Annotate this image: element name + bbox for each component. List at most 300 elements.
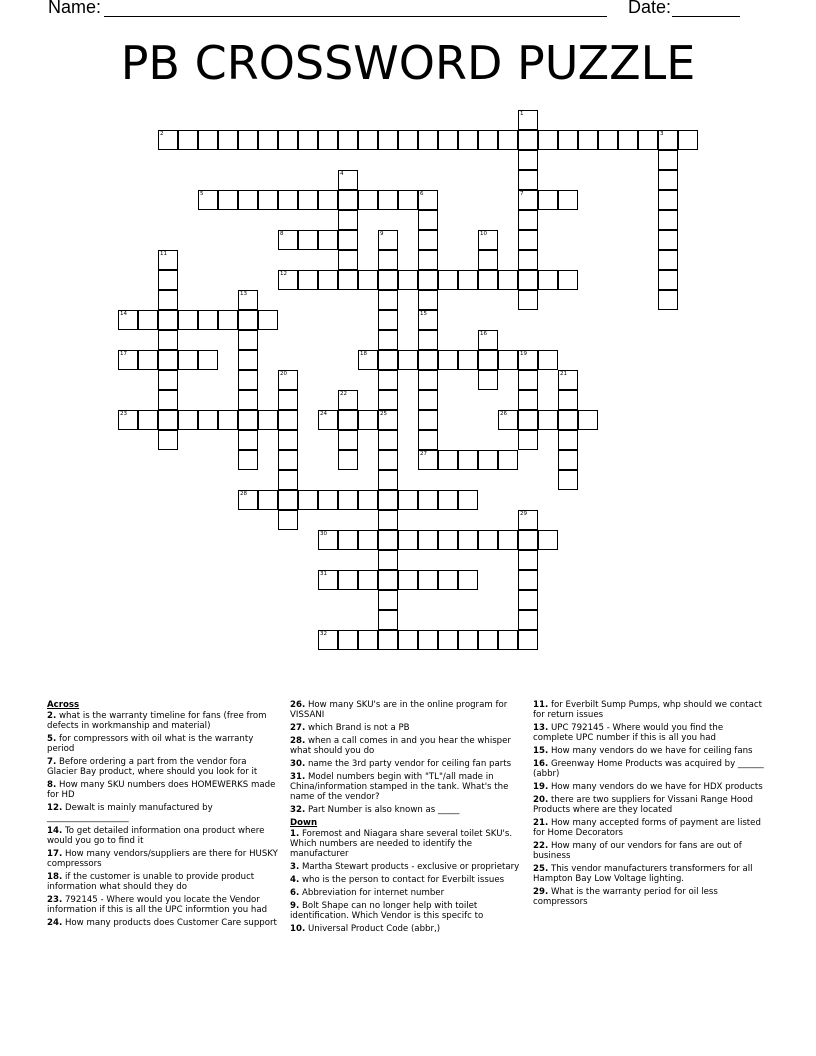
grid-cell[interactable] [218,410,238,430]
grid-cell[interactable] [378,290,398,310]
grid-cell[interactable] [618,130,638,150]
date-underline[interactable] [672,16,740,17]
clue-number: 1. [290,829,300,839]
grid-cell[interactable] [338,430,358,450]
grid-cell[interactable] [518,510,538,530]
grid-cell[interactable] [378,270,398,290]
date-label: Date: [628,0,672,17]
clue-text: Bolt Shape can no longer help with toilet identification. Which Vendor is this specifc to [290,901,484,921]
grid-cell[interactable] [278,390,298,410]
clue-number: 12 [280,271,287,277]
grid-cell[interactable] [378,350,398,370]
section-heading: Down [290,818,318,828]
grid-cell[interactable] [358,130,378,150]
grid-cell[interactable] [378,630,398,650]
grid-cell[interactable] [238,330,258,350]
name-underline[interactable] [104,16,607,17]
grid-cell[interactable] [318,490,338,510]
clue-text: what is the warranty timeline for fans (free from defects in workmanship and material) [47,711,267,731]
grid-cell[interactable] [518,270,538,290]
grid-cell[interactable] [538,130,558,150]
grid-cell[interactable] [158,310,178,330]
grid-cell[interactable] [478,270,498,290]
grid-cell[interactable] [398,570,418,590]
grid-cell[interactable] [418,490,438,510]
grid-cell[interactable] [458,570,478,590]
grid-cell[interactable] [458,490,478,510]
grid-cell[interactable] [538,350,558,370]
grid-cell[interactable] [358,410,378,430]
grid-cell[interactable] [238,410,258,430]
clue-number: 4. [290,875,300,885]
clue-number: 15. [533,746,549,756]
grid-cell[interactable] [518,630,538,650]
grid-cell[interactable] [378,230,398,250]
grid-cell[interactable] [558,130,578,150]
grid-cell[interactable] [658,250,678,270]
grid-cell[interactable] [378,490,398,510]
grid-cell[interactable] [518,410,538,430]
grid-cell[interactable] [178,310,198,330]
grid-cell[interactable] [518,170,538,190]
grid-cell[interactable] [438,450,458,470]
grid-cell[interactable] [278,410,298,430]
grid-cell[interactable] [478,250,498,270]
grid-cell[interactable] [418,310,438,330]
grid-cell[interactable] [478,230,498,250]
grid-cell[interactable] [318,530,338,550]
grid-cell[interactable] [238,290,258,310]
grid-cell[interactable] [518,130,538,150]
grid-cell[interactable] [358,570,378,590]
grid-cell[interactable] [498,270,518,290]
grid-cell[interactable] [158,370,178,390]
clue-text: Dewalt is mainly manufactured by ___________________ [47,803,213,823]
grid-cell[interactable] [478,350,498,370]
grid-cell[interactable] [658,270,678,290]
grid-cell[interactable] [418,190,438,210]
grid-cell[interactable] [378,570,398,590]
grid-cell[interactable] [438,490,458,510]
clue-number: 18 [360,351,367,357]
grid-cell[interactable] [378,190,398,210]
grid-cell[interactable] [298,190,318,210]
clue-item [533,818,765,838]
clue-text: Martha Stewart products - exclusive or proprietary [299,862,520,872]
clue-number: 19. [533,782,549,792]
clue-item [290,924,522,934]
grid-cell[interactable] [378,330,398,350]
clue-item [290,700,522,720]
grid-cell[interactable] [238,450,258,470]
grid-cell[interactable] [518,390,538,410]
grid-cell[interactable] [238,490,258,510]
grid-cell[interactable] [198,410,218,430]
grid-cell[interactable] [378,530,398,550]
grid-cell[interactable] [578,410,598,430]
grid-cell[interactable] [318,270,338,290]
grid-cell[interactable] [558,470,578,490]
grid-cell[interactable] [438,130,458,150]
grid-cell[interactable] [378,510,398,530]
grid-cell[interactable] [438,630,458,650]
grid-cell[interactable] [178,410,198,430]
grid-cell[interactable] [338,170,358,190]
clue-number: 31. [290,772,306,782]
clue-text: How many products does Customer Care support [62,918,277,928]
grid-cell[interactable] [598,130,618,150]
grid-cell[interactable] [418,530,438,550]
grid-cell[interactable] [338,130,358,150]
grid-cell[interactable] [418,630,438,650]
grid-cell[interactable] [118,310,138,330]
grid-cell[interactable] [278,130,298,150]
grid-cell[interactable] [398,490,418,510]
grid-cell[interactable] [338,410,358,430]
grid-cell[interactable] [558,450,578,470]
grid-cell[interactable] [318,410,338,430]
grid-cell[interactable] [138,350,158,370]
clue-item [47,895,279,915]
grid-cell[interactable] [518,110,538,130]
grid-cell[interactable] [218,190,238,210]
grid-cell[interactable] [338,490,358,510]
grid-cell[interactable] [658,210,678,230]
section-heading: Across [47,700,80,710]
grid-cell[interactable] [278,230,298,250]
grid-cell[interactable] [278,270,298,290]
grid-cell[interactable] [498,350,518,370]
grid-cell[interactable] [338,230,358,250]
grid-cell[interactable] [378,130,398,150]
grid-cell[interactable] [398,350,418,370]
clue-number: 17. [47,849,63,859]
grid-cell[interactable] [258,490,278,510]
grid-cell[interactable] [318,130,338,150]
grid-cell[interactable] [158,290,178,310]
grid-cell[interactable] [418,270,438,290]
grid-cell[interactable] [658,170,678,190]
clue-number: 16 [480,331,487,337]
grid-cell[interactable] [518,610,538,630]
grid-cell[interactable] [478,130,498,150]
grid-cell[interactable] [518,350,538,370]
grid-cell[interactable] [458,270,478,290]
grid-cell[interactable] [418,390,438,410]
grid-cell[interactable] [318,190,338,210]
grid-cell[interactable] [658,130,678,150]
grid-cell[interactable] [418,130,438,150]
grid-cell[interactable] [138,310,158,330]
clue-number: 10. [290,924,306,934]
grid-cell[interactable] [378,390,398,410]
grid-cell[interactable] [518,150,538,170]
grid-cell[interactable] [378,250,398,270]
grid-cell[interactable] [338,270,358,290]
grid-cell[interactable] [178,350,198,370]
grid-cell[interactable] [398,190,418,210]
grid-cell[interactable] [478,450,498,470]
grid-cell[interactable] [358,190,378,210]
clue-text: which Brand is not a PB [305,723,410,733]
grid-cell[interactable] [278,190,298,210]
grid-cell[interactable] [498,530,518,550]
clue-text: How many SKU's are in the online program for VISSANI [290,700,508,720]
clue-text: who is the person to contact for Everbilt issues [299,875,505,885]
grid-cell[interactable] [518,570,538,590]
grid-cell[interactable] [658,230,678,250]
grid-cell[interactable] [278,510,298,530]
grid-cell[interactable] [458,530,478,550]
grid-cell[interactable] [578,130,598,150]
clue-number: 13 [240,291,247,297]
grid-cell[interactable] [158,270,178,290]
clue-text: Part Number is also known as _____ [305,805,460,815]
grid-cell[interactable] [538,190,558,210]
grid-cell[interactable] [518,190,538,210]
grid-cell[interactable] [238,190,258,210]
grid-cell[interactable] [338,210,358,230]
clue-number: 5. [47,734,57,744]
grid-cell[interactable] [158,410,178,430]
clue-number: 22 [340,391,347,397]
grid-cell[interactable] [498,130,518,150]
grid-cell[interactable] [418,410,438,430]
grid-cell[interactable] [378,310,398,330]
grid-cell[interactable] [338,570,358,590]
clue-number: 26. [290,700,306,710]
clue-text: How many accepted forms of payment are listed for Home Decorators [533,818,761,838]
grid-cell[interactable] [358,530,378,550]
grid-cell[interactable] [158,330,178,350]
grid-cell[interactable] [378,590,398,610]
clue-number: 11. [533,700,549,710]
grid-cell[interactable] [558,390,578,410]
grid-cell[interactable] [478,330,498,350]
grid-cell[interactable] [418,230,438,250]
grid-cell[interactable] [118,350,138,370]
grid-cell[interactable] [458,130,478,150]
grid-cell[interactable] [338,190,358,210]
grid-cell[interactable] [378,450,398,470]
grid-cell[interactable] [298,130,318,150]
grid-cell[interactable] [358,630,378,650]
grid-cell[interactable] [398,130,418,150]
grid-cell[interactable] [418,330,438,350]
clue-text: if the customer is unable to provide product information what should they do [47,872,255,892]
clue-number: 6. [290,888,300,898]
grid-cell[interactable] [138,410,158,430]
clue-number: 30. [290,759,306,769]
grid-cell[interactable] [338,530,358,550]
grid-cell[interactable] [418,570,438,590]
grid-cell[interactable] [398,270,418,290]
grid-cell[interactable] [418,370,438,390]
grid-cell[interactable] [398,630,418,650]
grid-cell[interactable] [658,290,678,310]
grid-cell[interactable] [478,630,498,650]
grid-cell[interactable] [258,310,278,330]
grid-cell[interactable] [298,490,318,510]
grid-cell[interactable] [338,630,358,650]
clue-item [290,723,522,733]
grid-cell[interactable] [518,530,538,550]
grid-cell[interactable] [338,450,358,470]
grid-cell[interactable] [538,410,558,430]
grid-cell[interactable] [318,630,338,650]
grid-cell[interactable] [538,530,558,550]
page-title: PB CROSSWORD PUZZLE [120,36,696,90]
grid-cell[interactable] [198,310,218,330]
clue-number: 10 [480,231,487,237]
clue-item [533,841,765,861]
grid-cell[interactable] [518,430,538,450]
grid-cell[interactable] [558,270,578,290]
grid-cell[interactable] [538,270,558,290]
clue-item [290,805,522,815]
grid-cell[interactable] [518,250,538,270]
grid-cell[interactable] [518,290,538,310]
grid-cell[interactable] [118,410,138,430]
grid-cell[interactable] [358,350,378,370]
grid-cell[interactable] [438,270,458,290]
clue-number: 18. [47,872,63,882]
grid-cell[interactable] [458,450,478,470]
grid-cell[interactable] [378,370,398,390]
grid-cell[interactable] [558,410,578,430]
grid-cell[interactable] [278,490,298,510]
clue-number: 23 [120,411,127,417]
grid-cell[interactable] [418,250,438,270]
clue-item [533,700,765,720]
clue-number: 14 [120,311,127,317]
clues-column-1 [47,700,279,931]
clue-number: 11 [160,251,167,257]
grid-cell[interactable] [198,350,218,370]
grid-cell[interactable] [378,610,398,630]
clue-number: 28 [240,491,247,497]
grid-cell[interactable] [518,550,538,570]
grid-cell[interactable] [678,130,698,150]
grid-cell[interactable] [638,130,658,150]
grid-cell[interactable] [278,470,298,490]
grid-cell[interactable] [278,370,298,390]
clue-number: 2. [47,711,57,721]
clue-text: Abbreviation for internet number [299,888,445,898]
grid-cell[interactable] [278,450,298,470]
grid-cell[interactable] [298,270,318,290]
grid-cell[interactable] [478,370,498,390]
grid-cell[interactable] [158,130,178,150]
grid-cell[interactable] [498,630,518,650]
clue-item [47,872,279,892]
clue-text: Model numbers begin with "TL"/all made in China/information stamped in the tank. What's the name of the vendor? [290,772,509,802]
clue-number: 1 [520,111,524,117]
grid-cell[interactable] [338,250,358,270]
grid-cell[interactable] [558,370,578,390]
grid-cell[interactable] [158,250,178,270]
clue-number: 25 [380,411,387,417]
grid-cell[interactable] [158,390,178,410]
grid-cell[interactable] [258,130,278,150]
clue-number: 32 [320,631,327,637]
grid-cell[interactable] [418,290,438,310]
grid-cell[interactable] [158,430,178,450]
clue-item [47,711,279,731]
grid-cell[interactable] [238,370,258,390]
grid-cell[interactable] [518,590,538,610]
grid-cell[interactable] [438,570,458,590]
grid-cell[interactable] [238,430,258,450]
grid-cell[interactable] [418,210,438,230]
grid-cell[interactable] [558,190,578,210]
grid-cell[interactable] [458,350,478,370]
clue-text: How many vendors do we have for HDX products [548,782,763,792]
grid-cell[interactable] [658,150,678,170]
grid-cell[interactable] [238,350,258,370]
clue-item [290,736,522,756]
grid-cell[interactable] [178,130,198,150]
grid-cell[interactable] [198,130,218,150]
grid-cell[interactable] [218,310,238,330]
grid-cell[interactable] [278,430,298,450]
grid-cell[interactable] [518,370,538,390]
grid-cell[interactable] [518,210,538,230]
grid-cell[interactable] [478,530,498,550]
grid-cell[interactable] [238,310,258,330]
grid-cell[interactable] [378,550,398,570]
grid-cell[interactable] [438,350,458,370]
clue-number: 31 [320,571,327,577]
grid-cell[interactable] [558,430,578,450]
grid-cell[interactable] [318,570,338,590]
grid-cell[interactable] [658,190,678,210]
grid-cell[interactable] [258,410,278,430]
clue-item [47,826,279,846]
grid-cell[interactable] [298,230,318,250]
clues-column-3 [533,700,765,910]
grid-cell[interactable] [158,350,178,370]
grid-cell[interactable] [418,450,438,470]
grid-cell[interactable] [378,410,398,430]
clue-item [290,901,522,921]
grid-cell[interactable] [238,130,258,150]
grid-cell[interactable] [458,630,478,650]
grid-cell[interactable] [358,270,378,290]
clue-text: when a call comes in and you hear the whisper what should you do [290,736,511,756]
grid-cell[interactable] [518,230,538,250]
grid-cell[interactable] [498,410,518,430]
grid-cell[interactable] [338,390,358,410]
clue-item [533,887,765,907]
grid-cell[interactable] [418,350,438,370]
clue-number: 8 [280,231,284,237]
grid-cell[interactable] [238,390,258,410]
grid-cell[interactable] [258,190,278,210]
clue-text: Before ordering a part from the vendor fora Glacier Bay product, where should you look for it [47,757,258,777]
grid-cell[interactable] [198,190,218,210]
grid-cell[interactable] [438,530,458,550]
grid-cell[interactable] [358,490,378,510]
grid-cell[interactable] [378,430,398,450]
grid-cell[interactable] [498,450,518,470]
clue-item [290,875,522,885]
grid-cell[interactable] [398,530,418,550]
grid-cell[interactable] [418,430,438,450]
grid-cell[interactable] [218,130,238,150]
grid-cell[interactable] [378,470,398,490]
grid-cell[interactable] [318,230,338,250]
